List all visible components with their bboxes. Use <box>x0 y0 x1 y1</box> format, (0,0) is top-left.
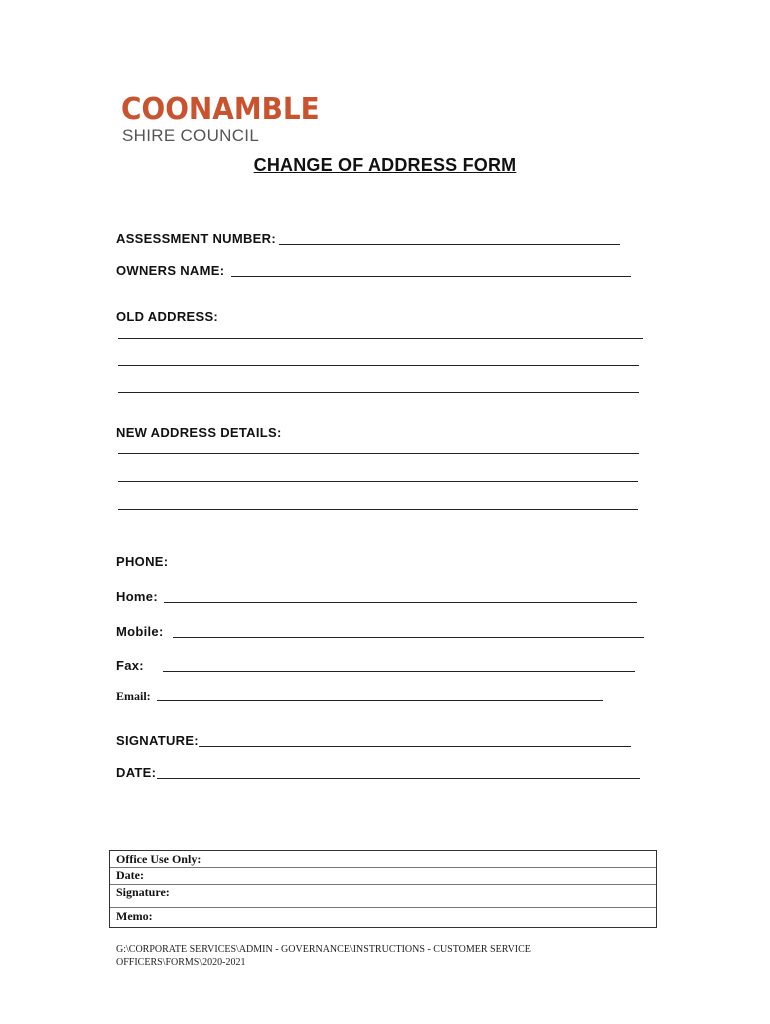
email-field[interactable] <box>157 700 603 701</box>
home-phone-field[interactable] <box>164 602 637 603</box>
signature-field[interactable] <box>199 746 631 747</box>
owners-name-field[interactable] <box>231 276 631 277</box>
assessment-number-label: ASSESSMENT NUMBER: <box>116 231 276 246</box>
old-address-line-3[interactable] <box>118 392 639 393</box>
office-use-box <box>109 850 657 928</box>
fax-field[interactable] <box>163 671 635 672</box>
date-field[interactable] <box>157 778 640 779</box>
fax-label: Fax: <box>116 658 144 673</box>
council-logo <box>121 92 320 148</box>
signature-label: SIGNATURE: <box>116 733 199 748</box>
assessment-number-field[interactable] <box>279 244 620 245</box>
form-title: CHANGE OF ADDRESS FORM <box>253 155 517 175</box>
mobile-phone-field[interactable] <box>173 637 644 638</box>
phone-label: PHONE: <box>116 554 169 569</box>
mobile-phone-label: Mobile: <box>116 624 164 639</box>
office-use-heading-row <box>110 851 656 868</box>
office-use-date-row[interactable] <box>110 867 656 885</box>
logo-name-top: COONAMBLE <box>121 92 320 127</box>
owners-name-label: OWNERS NAME: <box>116 263 225 278</box>
office-use-memo-row[interactable] <box>110 907 656 927</box>
new-address-label: NEW ADDRESS DETAILS: <box>116 425 282 440</box>
new-address-line-2[interactable] <box>118 481 638 482</box>
email-label: Email: <box>116 689 151 703</box>
old-address-label: OLD ADDRESS: <box>116 309 219 324</box>
date-label: DATE: <box>116 765 157 780</box>
office-use-date-label: Date: <box>116 868 144 882</box>
footer-file-path: G:\CORPORATE SERVICES\ADMIN - GOVERNANCE\INSTRUCTIONS - CUSTOMER SERVICE OFFICERS\FORMS\2020-2021 <box>116 944 531 968</box>
office-use-signature-row[interactable] <box>110 884 656 908</box>
office-use-heading: Office Use Only: <box>116 852 202 866</box>
old-address-line-1[interactable] <box>118 338 643 339</box>
home-phone-label: Home: <box>116 589 158 604</box>
logo-name-bottom: SHIRE COUNCIL <box>122 126 260 145</box>
office-use-memo-label: Memo: <box>116 909 153 923</box>
new-address-line-3[interactable] <box>118 509 638 510</box>
old-address-line-2[interactable] <box>118 365 639 366</box>
office-use-signature-label: Signature: <box>116 885 170 899</box>
new-address-line-1[interactable] <box>118 453 639 454</box>
